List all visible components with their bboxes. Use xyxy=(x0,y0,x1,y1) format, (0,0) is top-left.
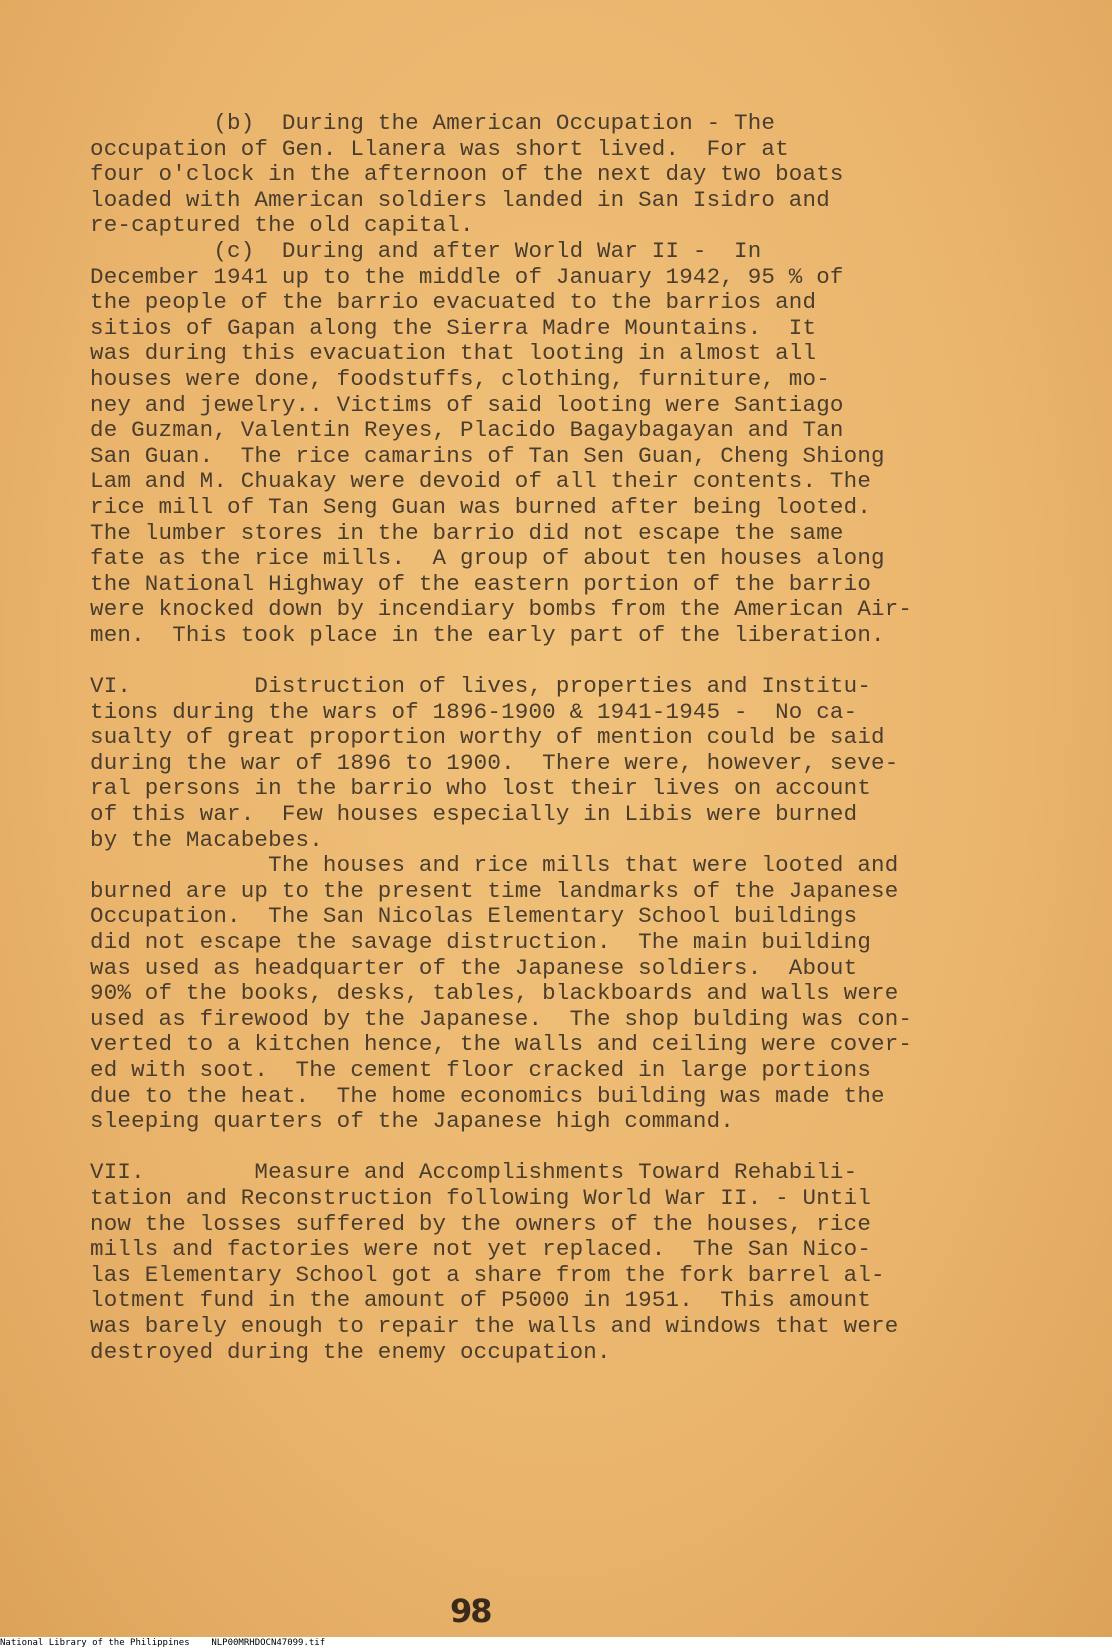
text-line: San Guan. The rice camarins of Tan Sen Guan, Cheng Shiong xyxy=(90,442,885,469)
text-line: December 1941 up to the middle of January 1942, 95 % of xyxy=(90,263,844,290)
text-line: mills and factories were not yet replaced. The San Nico- xyxy=(90,1236,872,1263)
text-line: houses were done, foodstuffs, clothing, furniture, mo- xyxy=(90,365,830,392)
footer-file-id: NLP00MRHDOCN47099.tif xyxy=(211,1638,326,1648)
text-line: (b) During the American Occupation - The xyxy=(90,110,776,136)
text-line: during the war of 1896 to 1900. There were, however, seve- xyxy=(90,749,899,776)
text-line: sualty of great proportion worthy of mention could be said xyxy=(90,724,885,751)
text-line: was barely enough to repair the walls and windows that were xyxy=(90,1312,899,1339)
text-line: The houses and rice mills that were looted and xyxy=(90,852,899,879)
text-line: VI. Distruction of lives, properties and Institu- xyxy=(90,673,872,700)
text-line: occupation of Gen. Llanera was short lived. For at xyxy=(90,135,789,162)
text-line: ney and jewelry.. Victims of said looting were Santiago xyxy=(90,391,844,418)
footer-institution: National Library of the Philippines xyxy=(0,1638,190,1648)
text-line: las Elementary School got a share from the fork barrel al- xyxy=(90,1261,885,1288)
text-line: rice mill of Tan Seng Guan was burned after being looted. xyxy=(90,493,872,520)
paragraph-gap xyxy=(90,648,1010,674)
text-line: fate as the rice mills. A group of about ten houses along xyxy=(90,545,885,572)
text-line: loaded with American soldiers landed in San Isidro and xyxy=(90,186,830,213)
text-line: burned are up to the present time landmarks of the Japanese xyxy=(90,877,899,904)
text-line: sitios of Gapan along the Sierra Madre Mountains. It xyxy=(90,314,817,341)
text-line: destroyed during the enemy occupation. xyxy=(90,1338,611,1365)
text-line: tation and Reconstruction following World War II. - Until xyxy=(90,1184,872,1211)
text-line: did not escape the savage distruction. The main building xyxy=(90,929,872,955)
text-line: by the Macabebes. xyxy=(90,826,323,853)
text-line: was during this evacuation that looting in almost all xyxy=(90,340,817,367)
scan-footer xyxy=(0,1637,1112,1650)
text-line: used as firewood by the Japanese. The shop bulding was con- xyxy=(90,1005,913,1032)
document-body xyxy=(90,111,1010,1365)
text-line: due to the heat. The home economics building was made the xyxy=(90,1082,885,1109)
text-line: (c) During and after World War II - In xyxy=(90,237,762,264)
text-line: Lam and M. Chuakay were devoid of all their contents. The xyxy=(90,468,872,495)
text-line: verted to a kitchen hence, the walls and ceiling were cover- xyxy=(90,1031,913,1058)
text-line: re-captured the old capital. xyxy=(90,212,474,239)
text-line: ed with soot. The cement floor cracked in large portions xyxy=(90,1056,872,1083)
text-line: the people of the barrio evacuated to the barrios and xyxy=(90,289,817,316)
text-line: VII. Measure and Accomplishments Toward Rehabili- xyxy=(90,1159,858,1186)
text-line: ral persons in the barrio who lost their lives on account xyxy=(90,775,872,802)
text-line: were knocked down by incendiary bombs from the American Air- xyxy=(90,596,913,623)
text-line: was used as headquarter of the Japanese soldiers. About xyxy=(90,954,858,981)
text-line: sleeping quarters of the Japanese high command. xyxy=(90,1108,735,1135)
text-line: tions during the wars of 1896-1900 & 1941-1945 - No ca- xyxy=(90,698,858,725)
text-line: Occupation. The San Nicolas Elementary School buildings xyxy=(90,903,858,930)
paragraph-gap xyxy=(90,1135,1010,1161)
text-line: The lumber stores in the barrio did not escape the same xyxy=(90,519,844,546)
text-line: men. This took place in the early part of the liberation. xyxy=(90,621,885,648)
text-line: now the losses suffered by the owners of the houses, rice xyxy=(90,1210,872,1237)
text-line: lotment fund in the amount of P5000 in 1951. This amount xyxy=(90,1287,872,1314)
text-line: the National Highway of the eastern portion of the barrio xyxy=(90,570,872,597)
page-number: 98 xyxy=(450,1592,491,1630)
text-line: 90% of the books, desks, tables, blackboards and walls were xyxy=(90,980,899,1007)
text-line: of this war. Few houses especially in Libis were burned xyxy=(90,801,858,828)
text-line: de Guzman, Valentin Reyes, Placido Bagaybagayan and Tan xyxy=(90,417,844,444)
text-line: four o'clock in the afternoon of the next day two boats xyxy=(90,161,844,188)
